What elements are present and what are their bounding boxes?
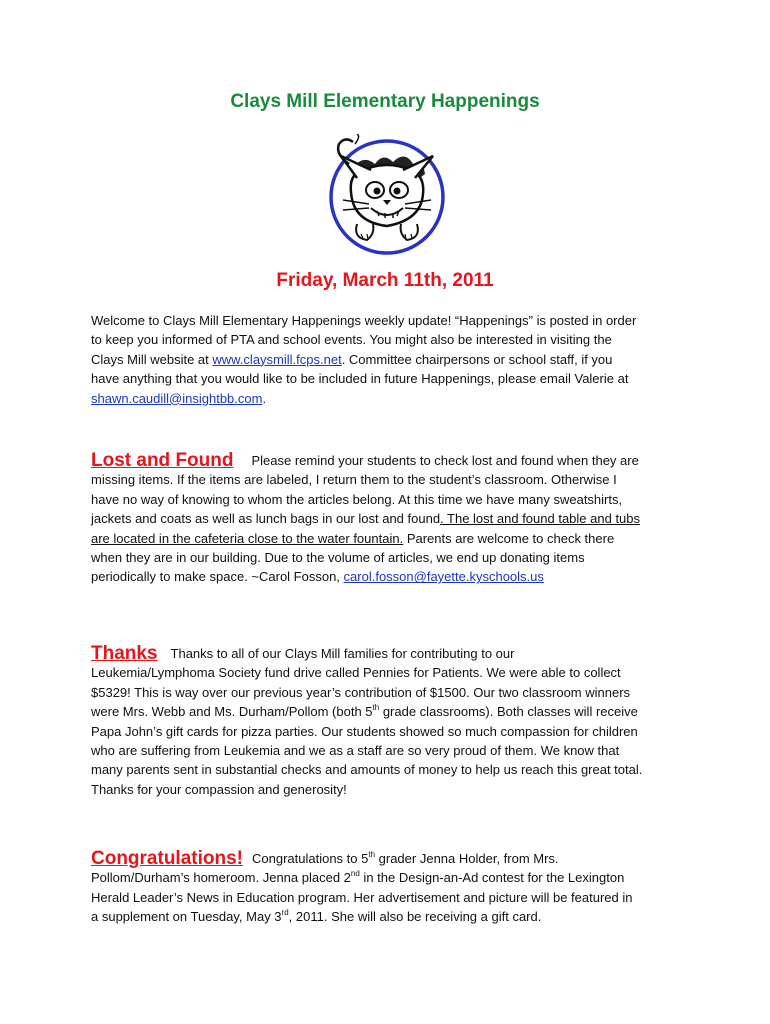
thanks-line xyxy=(91,702,691,721)
congrats-text: in the Design-an-Ad contest for the Lexington xyxy=(359,870,625,886)
intro-text: . xyxy=(262,390,267,406)
intro-line xyxy=(91,389,691,408)
superscript: nd xyxy=(350,869,360,879)
congrats-text: Congratulations to 5 xyxy=(252,851,369,866)
thanks-line xyxy=(91,644,691,663)
carol-email-link[interactable]: carol.fosson@fayette.kyschools.us xyxy=(343,569,544,585)
thanks-line: many parents sent in substantial checks and amounts of money to help us reach this great total. xyxy=(91,762,643,778)
intro-line xyxy=(91,350,691,369)
thanks-section xyxy=(91,644,691,799)
valerie-email-link[interactable]: shawn.caudill@insightbb.com xyxy=(91,390,263,406)
congrats-line xyxy=(91,849,691,868)
lost-found-text: Please remind your students to check lost and found when they are xyxy=(251,453,639,468)
superscript: rd xyxy=(281,908,289,918)
lost-found-underlined-text: . The lost and found table and tubs xyxy=(440,511,641,527)
congrats-text: grader Jenna Holder, from Mrs. xyxy=(375,851,559,866)
thanks-line: $5329! This is way over our previous year’s contribution of $1500. Our two classroom winners xyxy=(91,684,631,700)
thanks-line: who are suffering from Leukemia and we as a staff are so very proud of them. We know that xyxy=(91,743,620,759)
superscript: th xyxy=(372,703,380,713)
thanks-text: Thanks to all of our Clays Mill families for contributing to our xyxy=(170,646,515,661)
lost-found-text: Parents are welcome to check there xyxy=(403,530,615,546)
intro-paragraph xyxy=(91,311,691,408)
lost-found-text: periodically to make space. ~Carol Fosson, xyxy=(91,569,344,585)
lost-found-line: missing items. If the items are labeled, I return them to the student’s classroom. Otherwise I xyxy=(91,472,617,488)
congrats-line: Herald Leader’s News in Education program. Her advertisement and picture will be featured in xyxy=(91,889,633,905)
congrats-section xyxy=(91,849,691,927)
intro-line: Welcome to Clays Mill Elementary Happenings weekly update! “Happenings” is posted in order xyxy=(91,313,637,328)
intro-text: Clays Mill website at xyxy=(91,351,213,367)
congrats-text: Pollom/Durham’s homeroom. Jenna placed 2 xyxy=(91,870,351,886)
intro-line: have anything that you would like to be included in future Happenings, please email Valerie at xyxy=(91,371,629,387)
congrats-heading: Congratulations! xyxy=(91,848,243,869)
newsletter-title: Clays Mill Elementary Happenings xyxy=(230,91,540,112)
thanks-text: were Mrs. Webb and Ms. Durham/Pollom (both 5 xyxy=(91,704,373,720)
thanks-line: Leukemia/Lymphoma Society fund drive called Pennies for Patients. We were able to collect xyxy=(91,665,621,681)
lost-found-line: when they are in our building. Due to the volume of articles, we end up donating items xyxy=(91,550,585,566)
intro-text: . Committee chairpersons or school staff, if you xyxy=(341,351,613,367)
lost-found-line xyxy=(91,451,691,470)
school-website-link[interactable]: www.claysmill.fcps.net xyxy=(212,351,342,367)
lost-found-line: have no way of knowing to whom the articles belong. At this time we have many sweatshirts, xyxy=(91,491,623,507)
wildcat-mascot-icon xyxy=(313,134,459,260)
lost-found-text: jackets and coats as well as lunch bags in our lost and found xyxy=(91,511,441,527)
thanks-text: grade classrooms). Both classes will receive xyxy=(379,704,638,720)
newsletter-date: Friday, March 11th, 2011 xyxy=(276,270,494,291)
congrats-text: a supplement on Tuesday, May 3 xyxy=(91,909,282,925)
congrats-text: , 2011. She will also be receiving a gift card. xyxy=(288,909,542,925)
lost-found-line xyxy=(91,529,691,548)
lost-found-underlined-text: are located in the cafeteria close to the water fountain. xyxy=(91,530,404,546)
superscript: th xyxy=(368,850,376,859)
congrats-line xyxy=(91,907,691,926)
lost-found-section xyxy=(91,451,691,587)
lost-found-line xyxy=(91,509,691,528)
intro-line: to keep you informed of PTA and school events. You might also be interested in visiting the xyxy=(91,332,612,348)
lost-found-heading: Lost and Found xyxy=(91,450,234,471)
thanks-heading: Thanks xyxy=(91,643,158,664)
thanks-line: Thanks for your compassion and generosity! xyxy=(91,781,347,797)
congrats-line xyxy=(91,868,691,887)
lost-found-line xyxy=(91,567,691,586)
thanks-line: Papa John’s gift cards for pizza parties. Our students showed so much compassion for children xyxy=(91,723,638,739)
